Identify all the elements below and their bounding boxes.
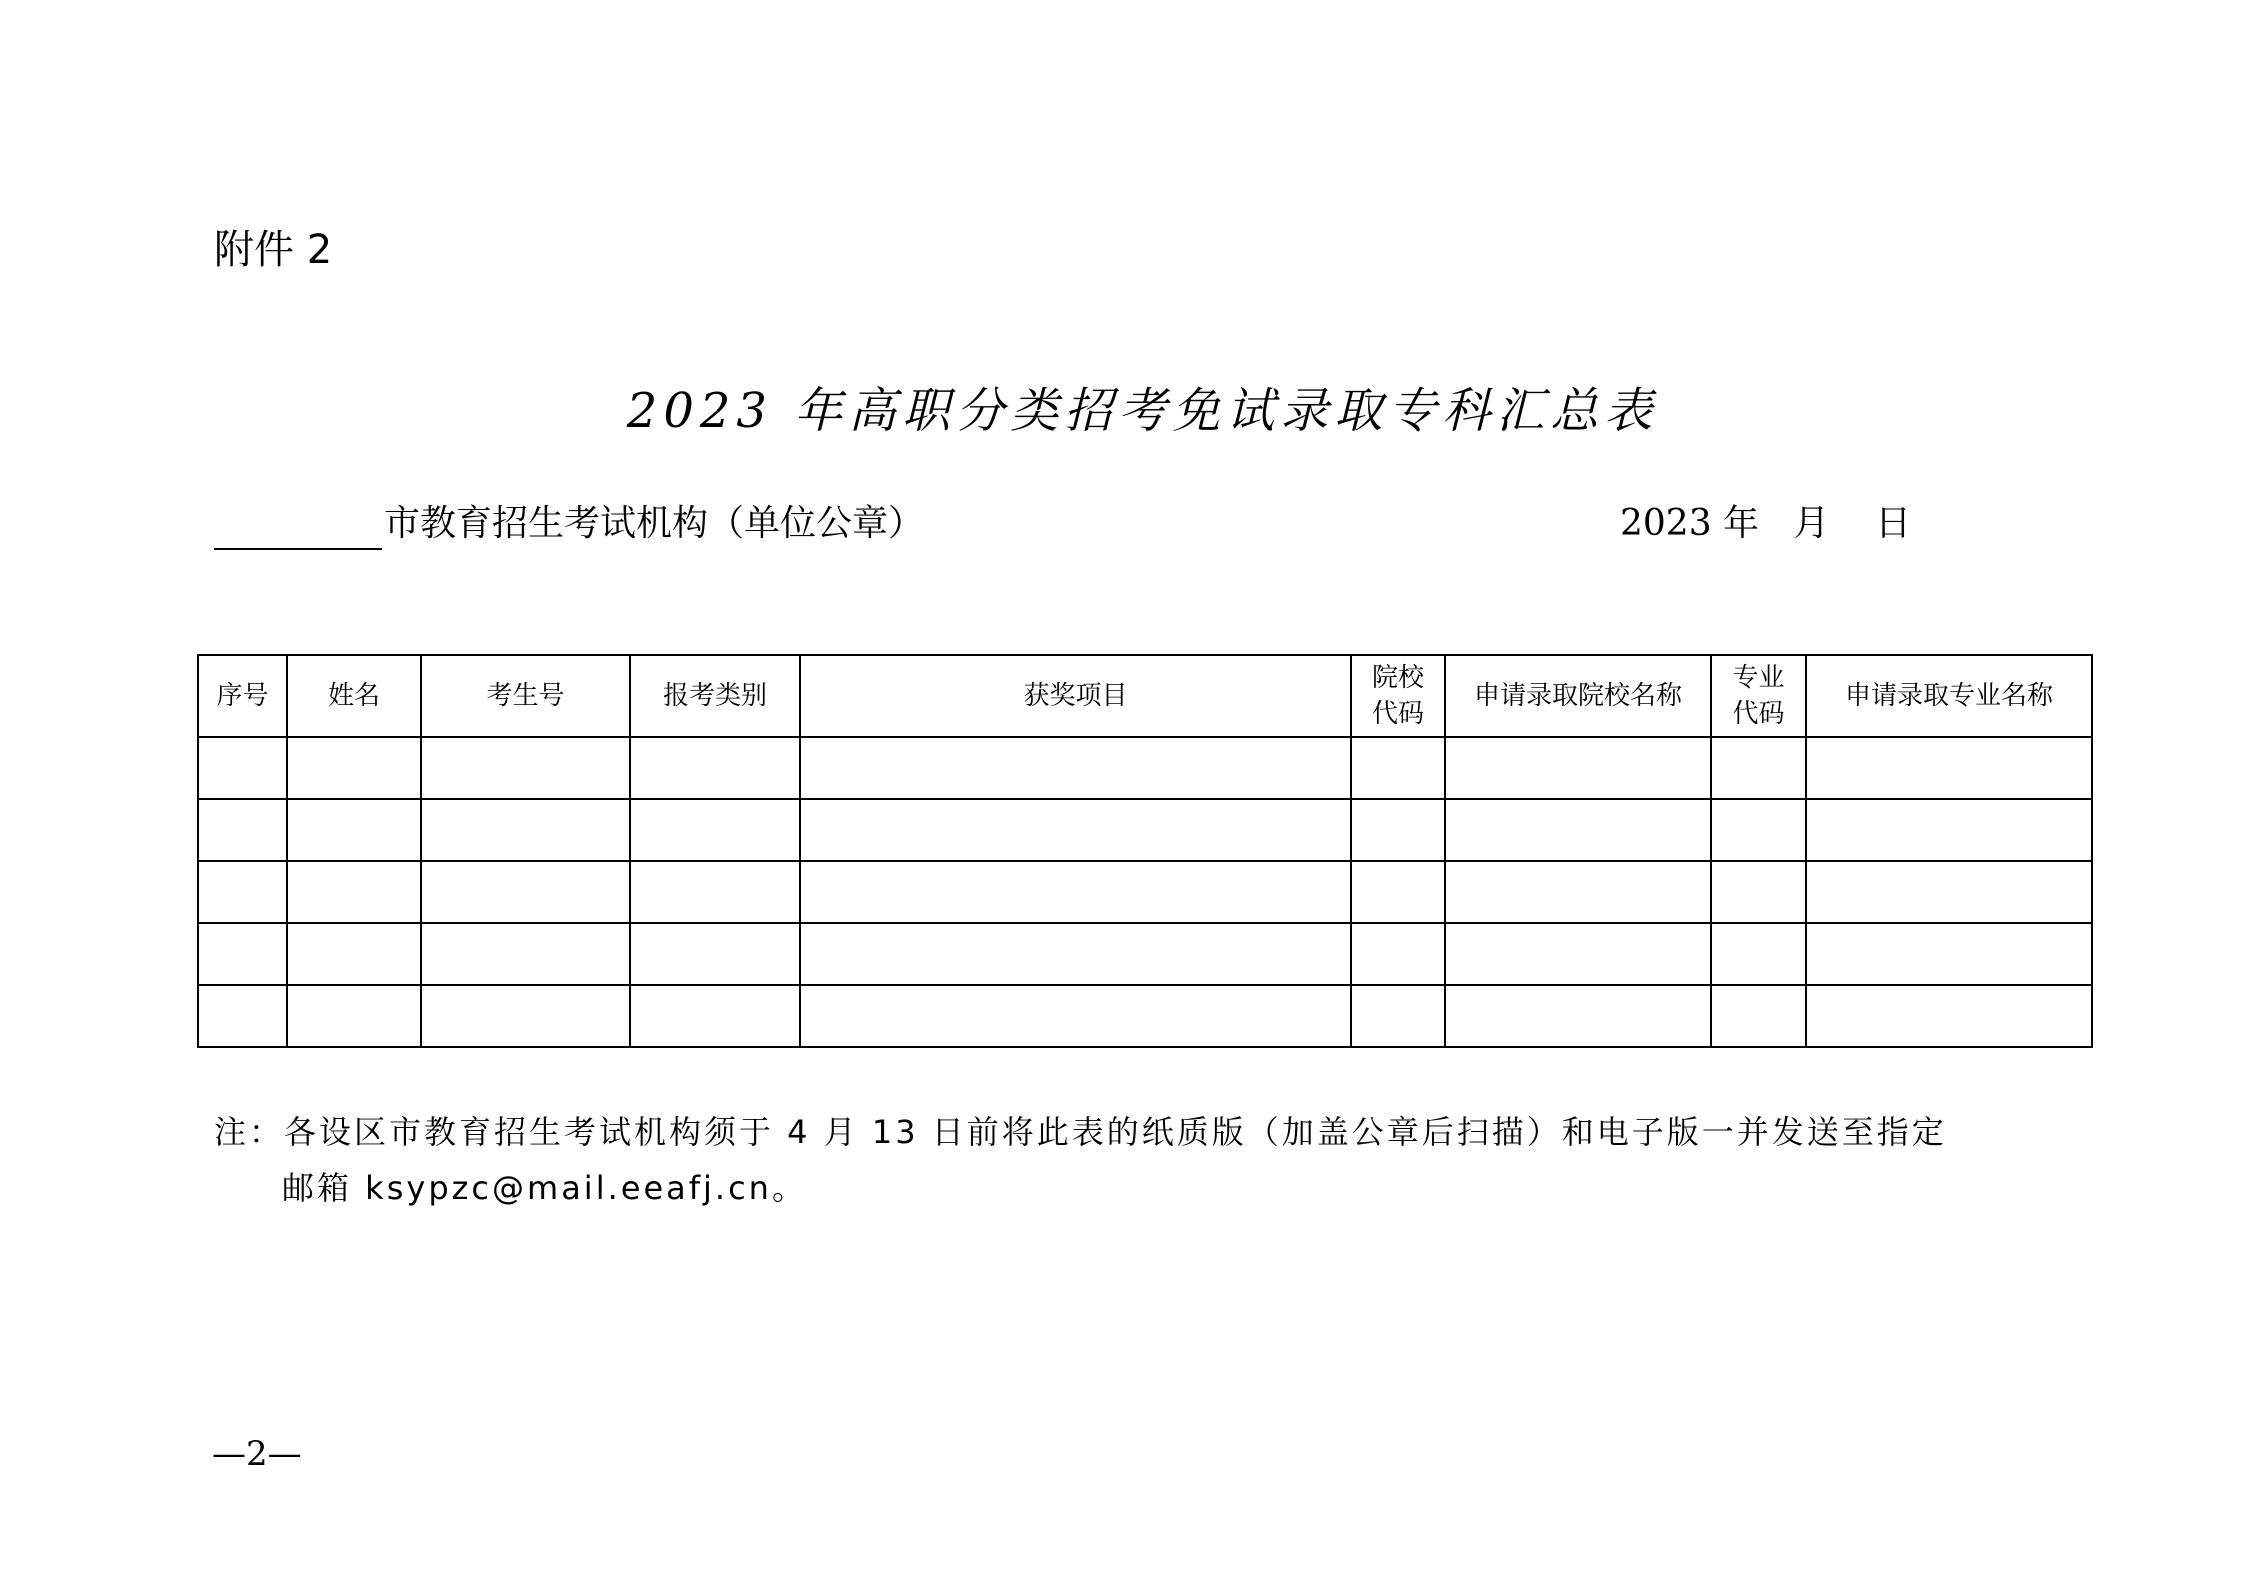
table-cell xyxy=(287,923,421,985)
column-header-award: 获奖项目 xyxy=(800,655,1351,737)
table-cell xyxy=(421,737,630,799)
column-header-major-name: 申请录取专业名称 xyxy=(1806,655,2092,737)
page-number: —2— xyxy=(212,1434,302,1474)
table-cell xyxy=(1711,861,1806,923)
table-cell xyxy=(1445,923,1711,985)
note-line-1: 注：各设区市教育招生考试机构须于 4 月 13 日前将此表的纸质版（加盖公章后扫描）和电子版一并发送至指定 xyxy=(214,1113,1947,1151)
table-cell xyxy=(287,737,421,799)
table-cell xyxy=(1711,799,1806,861)
table-header-row xyxy=(198,655,2092,737)
table-row xyxy=(198,923,2092,985)
table-cell xyxy=(1351,861,1445,923)
table-cell xyxy=(287,985,421,1047)
table-cell xyxy=(1351,737,1445,799)
table-row xyxy=(198,799,2092,861)
table-cell xyxy=(1445,861,1711,923)
table-cell xyxy=(421,799,630,861)
table-row xyxy=(198,861,2092,923)
table-cell xyxy=(198,985,287,1047)
column-header-major-code: 专业 代码 xyxy=(1711,655,1806,737)
table-cell xyxy=(1445,737,1711,799)
table-cell xyxy=(630,737,800,799)
table-cell xyxy=(800,861,1351,923)
table-cell xyxy=(1806,737,2092,799)
table-cell xyxy=(421,985,630,1047)
table-cell xyxy=(198,923,287,985)
table-cell xyxy=(1806,799,2092,861)
column-header-name: 姓名 xyxy=(287,655,421,737)
table-cell xyxy=(630,799,800,861)
note xyxy=(214,1104,2014,1216)
table-row xyxy=(198,737,2092,799)
table-cell xyxy=(1445,799,1711,861)
attachment-label: 附件 2 xyxy=(214,227,333,273)
table-cell xyxy=(630,985,800,1047)
table-cell xyxy=(287,799,421,861)
table-cell xyxy=(421,861,630,923)
summary-table xyxy=(197,654,2093,1048)
table-cell xyxy=(287,861,421,923)
table-cell xyxy=(421,923,630,985)
unit-name-blank xyxy=(214,504,382,550)
table-cell xyxy=(1711,985,1806,1047)
table-cell xyxy=(198,799,287,861)
table-cell xyxy=(800,799,1351,861)
date-line: 2023 年 月 日 xyxy=(1620,503,1912,544)
table-cell xyxy=(1351,923,1445,985)
table-cell xyxy=(198,861,287,923)
document-title: 2023 年高职分类招考免试录取专科汇总表 xyxy=(626,383,1659,439)
table-cell xyxy=(1351,799,1445,861)
table-cell xyxy=(630,861,800,923)
column-header-index: 序号 xyxy=(198,655,287,737)
column-header-school-code: 院校 代码 xyxy=(1351,655,1445,737)
table-cell xyxy=(800,923,1351,985)
table-cell xyxy=(1806,923,2092,985)
issuing-unit-line xyxy=(214,498,924,550)
table-cell xyxy=(800,737,1351,799)
column-header-school-name: 申请录取院校名称 xyxy=(1445,655,1711,737)
unit-suffix: 市教育招生考试机构（单位公章） xyxy=(384,503,925,544)
table-cell xyxy=(800,985,1351,1047)
note-line-2: 邮箱 ksypzc@mail.eeafj.cn。 xyxy=(282,1169,807,1207)
table-body xyxy=(198,737,2092,1047)
table-cell xyxy=(1806,861,2092,923)
column-header-candidate-number: 考生号 xyxy=(421,655,630,737)
table-cell xyxy=(630,923,800,985)
table-cell xyxy=(1711,737,1806,799)
table-cell xyxy=(1445,985,1711,1047)
table-cell xyxy=(1806,985,2092,1047)
column-header-exam-category: 报考类别 xyxy=(630,655,800,737)
table-cell xyxy=(198,737,287,799)
table-row xyxy=(198,985,2092,1047)
table-cell xyxy=(1711,923,1806,985)
table-cell xyxy=(1351,985,1445,1047)
